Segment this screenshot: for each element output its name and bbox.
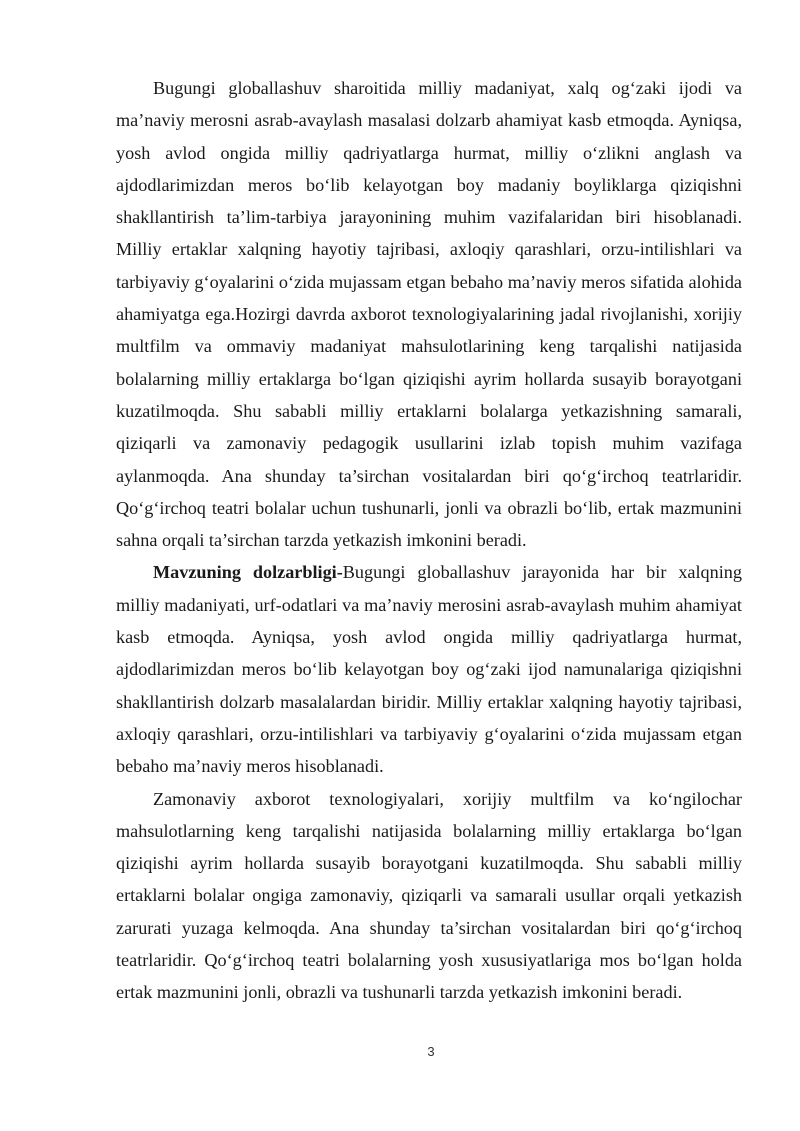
document-body (116, 72, 742, 1009)
paragraph-text: Bugungi globallashuv jarayonida har bir xalqning milliy madaniyati, urf-odatlari va ma’naviy merosini asrab-avaylash muhim ahamiyat kasb etmoqda. Ayniqsa, yosh avlod ongida milliy qadriyatlarga hurmat, ajdodlarimizdan meros bo‘lib kelayotgan boy og‘zaki ijod namunalariga qiziqishni shakllantirish dolzarb masalalardan biridir. Milliy ertaklar xalqning hayotiy tajribasi, axloqiy qarashlari, orzu-intilishlari va tarbiyaviy g‘oyalarini o‘zida mujassam etgan bebaho ma’naviy meros hisoblanadi. (116, 562, 742, 777)
paragraph-relevance (116, 556, 742, 782)
page-number: 3 (427, 1044, 435, 1059)
paragraph-text: Bugungi globallashuv sharoitida milliy madaniyat, xalq og‘zaki ijodi va ma’naviy merosni asrab-avaylash masalasi dolzarb ahamiyat kasb etmoqda. Ayniqsa, yosh avlod ongida milliy qadriyatlarga hurmat, milliy o‘zlikni anglash va ajdodlarimizdan meros bo‘lib kelayotgan boy madaniy boyliklarga qiziqishni shakllantirish ta’lim-tarbiya jarayonining muhim vazifalaridan biri hisoblanadi. Milliy ertaklar xalqning hayotiy tajribasi, axloqiy qarashlari, orzu-intilishlari va tarbiyaviy g‘oyalarini o‘zida mujassam etgan bebaho ma’naviy meros sifatida alohida ahamiyatga ega.Hozirgi davrda axborot texnologiyalarining jadal rivojlanishi, xorijiy multfilm va ommaviy madaniyat mahsulotlarining keng tarqalishi natijasida bolalarning milliy ertaklarga bo‘lgan qiziqishi ayrim hollarda susayib borayotgani kuzatilmoqda. Shu sababli milliy ertaklarni bolalarga yetkazishning samarali, qiziqarli va zamonaviy pedagogik usullarini izlab topish muhim vazifaga aylanmoqda. Ana shunday ta’sirchan vositalardan biri qo‘g‘irchoq teatrlaridir. Qo‘g‘irchoq teatri bolalar uchun tushunarli, jonli va obrazli bo‘lib, ertak mazmunini sahna orqali ta’sirchan tarzda yetkazish imkonini beradi. (116, 78, 742, 551)
paragraph-lead-heading: Mavzuning dolzarbligi- (153, 562, 343, 583)
paragraph-intro (116, 72, 742, 556)
paragraph-text: Zamonaviy axborot texnologiyalari, xorijiy multfilm va ko‘ngilochar mahsulotlarning keng tarqalishi natijasida bolalarning milliy ertaklarga bo‘lgan qiziqishi ayrim hollarda susayib borayotgani kuzatilmoqda. Shu sababli milliy ertaklarni bolalar ongiga zamonaviy, qiziqarli va samarali usullar orqali yetkazish zarurati yuzaga kelmoqda. Ana shunday ta’sirchan vositalardan biri qo‘g‘irchoq teatrlaridir. Qo‘g‘irchoq teatri bolalarning yosh xususiyatlariga mos bo‘lgan holda ertak mazmunini jonli, obrazli va tushunarli tarzda yetkazish imkonini beradi. (116, 788, 742, 1003)
paragraph-modern-technologies (116, 783, 742, 1009)
